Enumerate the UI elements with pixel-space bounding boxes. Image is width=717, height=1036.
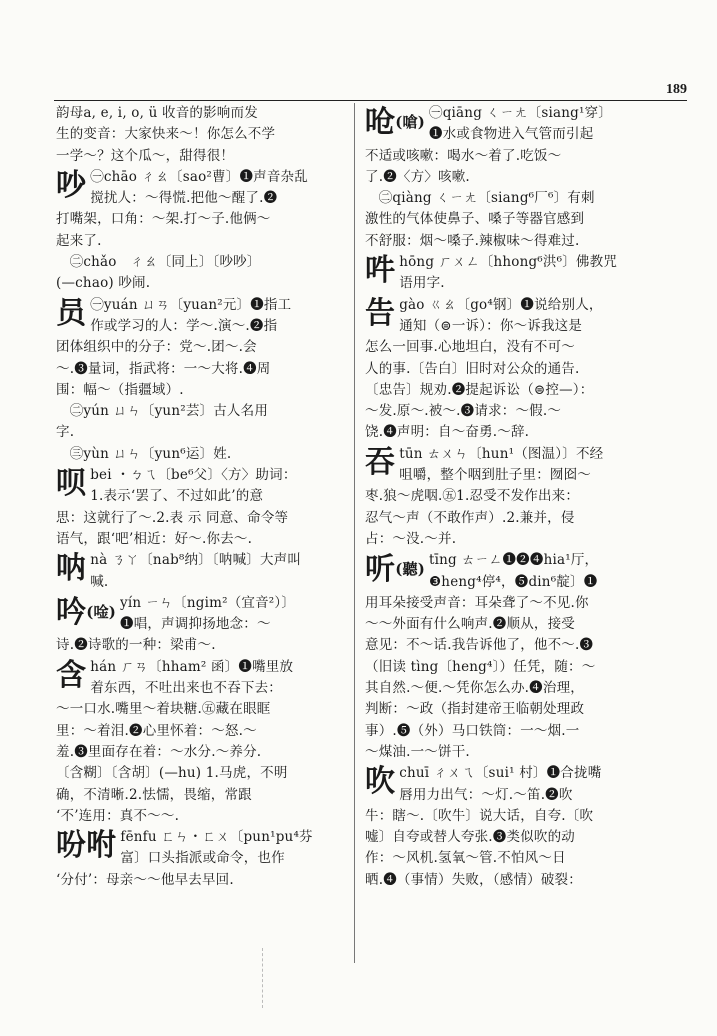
headword: 吟(唫) [56, 594, 116, 630]
text-line: 作或学习的人：学～.演～.❷指 [90, 317, 278, 334]
entry-na [56, 550, 346, 593]
text-line: 不适或咳嗽：喝水～着了.吃饭～ [365, 147, 562, 164]
headword: 吽 [365, 253, 396, 289]
headword: 告 [365, 295, 396, 331]
text-line: ～～外面有什么响声.❷顺从，接受 [365, 616, 575, 633]
entry-qiang [365, 103, 685, 252]
text-line: ‘不’连用：真不～～. [56, 807, 180, 824]
text-line: 一学～？这个瓜～，甜得很！ [56, 147, 235, 164]
text-line: ‘分付’：母亲～～他早去早回. [56, 871, 234, 888]
text-line: yín ㄧㄣ〔ngim²（宜音²）〕 [120, 594, 296, 611]
text-line: gào ㄍㄠ〔go⁴钢〕❶说给别人， [399, 296, 603, 313]
entry-tun [365, 444, 685, 550]
text-line: 打嘴架，口角：～架.打～子.他俩～ [56, 211, 271, 228]
text-line: 激性的气体使鼻子、嗓子等器官感到 [365, 211, 585, 228]
entry-gao [365, 295, 685, 444]
text-line: ～煤油.一～饼干. [365, 743, 470, 760]
text-line: ～.❸量词，指武将：一～大将.❹周 [56, 360, 271, 377]
text-line: 了.❷〈方〉咳嗽. [365, 168, 470, 185]
text-line: 枣.狼～虎咽.㊄1.忍受不发作出来： [365, 488, 580, 505]
text-line: ❶唱，声调抑扬地念：～ [120, 616, 271, 633]
text-line: tīng ㄊㄧㄥ❶❷❹hia¹厅， [429, 552, 599, 569]
text-line: ㊂yùn ㄩㄣ〔yun⁶运〕姓. [56, 445, 232, 462]
text-line: 事）.❺（外）马口铁筒：一～烟.一 [365, 722, 580, 739]
right-column [365, 103, 685, 891]
text-line: 喊. [90, 573, 109, 590]
entry-bei [56, 465, 346, 550]
text-line: ㊁chǎo ㄔㄠ〔同上〕〔吵吵〕 [56, 254, 261, 271]
text-line: 用耳朵接受声音：耳朵聋了～不见.你 [365, 594, 589, 611]
entry-chui [365, 763, 685, 891]
headword: 吞 [365, 444, 396, 480]
text-line: tūn ㄊㄨㄣ〔hun¹（图温）〕不经 [399, 445, 604, 462]
scan-artifact [262, 948, 273, 1008]
text-line: 围：幅～（指疆域）. [56, 381, 184, 398]
text-line: 唇用力出气：～灯.～笛.❷吹 [399, 786, 573, 803]
text-line: 怎么一回事.心地坦白，没有不可～ [365, 339, 575, 356]
text-line: ㊀chāo ㄔㄠ〔sao²曹〕❶声音杂乱 [90, 168, 308, 185]
entry-ting [365, 550, 685, 763]
variant-form: (唫) [86, 602, 116, 621]
text-line: （旧读 tìng〔heng⁴〕）任凭，随：～ [365, 658, 596, 675]
text-line: 1.表示‘罢了、不过如此’的意 [90, 488, 264, 505]
text-line: chuī ㄔㄨㄟ〔sui¹ 村〕❶合拢嘴 [399, 765, 602, 782]
text-line: 里：～着泪.❷心里怀着：～怒.～ [56, 722, 257, 739]
headword: 员 [56, 295, 87, 331]
text-line: 语用字. [399, 275, 445, 292]
entry-chao [56, 167, 346, 295]
text-line: 着东西，不吐出来也不吞下去： [90, 680, 283, 697]
entry-yin [56, 593, 346, 657]
entry-han [56, 657, 346, 827]
headword: 吩咐 [56, 828, 117, 864]
entry-hong [365, 252, 685, 295]
page-number: 189 [666, 82, 687, 97]
text-line: 占：～没.～并. [365, 530, 457, 547]
headword: 呛(嗆) [365, 105, 425, 140]
headword: 听(聽) [365, 552, 425, 588]
text-line: 确，不清晰.2.怯懦，畏缩，常跟 [56, 786, 252, 803]
text-line: hōng ㄏㄨㄥ〔hhong⁶洪⁶〕佛教咒 [399, 254, 618, 271]
text-line: 〔含糊〕〔含胡〕(—hu) 1.马虎，不明 [56, 765, 288, 782]
text-line: 羞.❸里面存在着：～水分.～养分. [56, 743, 262, 760]
text-line: ㊀qiāng ㄑㄧㄤ〔siang¹穿〕 [429, 105, 612, 121]
text-line: 生的变音：大家快来～！你怎么不学 [56, 126, 276, 143]
text-line: 通知（⊜一诉）：你～诉我这是 [399, 317, 583, 334]
text-line: ㊁yún ㄩㄣ〔yun²芸〕古人名用 [56, 403, 269, 420]
variant-form: (聽) [395, 560, 425, 579]
column-divider [354, 103, 355, 963]
text-line: 咀嚼，整个咽到肚子里：囫囵～ [399, 467, 592, 484]
headword: 呗 [56, 466, 87, 502]
text-line: ㊁qiàng ㄑㄧㄤ〔siang⁶厂⁶〕有刺 [365, 190, 595, 207]
header-rule [54, 100, 687, 101]
text-line: 忍气～声（不敢作声）.2.兼并，侵 [365, 509, 575, 526]
text-line: bei ・ㄅㄟ〔be⁶父〕〈方〉助词： [90, 467, 297, 484]
text-line: 饶.❹声明：自～奋勇.～辞. [365, 424, 530, 441]
text-line: 团体组织中的分子：党～.团～.会 [56, 339, 257, 356]
text-line: 作：～风机.氢氧～管.不怕风～日 [365, 850, 566, 867]
text-line: ～发.原～.被～.❸请求：～假.～ [365, 403, 562, 420]
text-line: hán ㄏㄢ〔hham² 函〕❶嘴里放 [90, 658, 294, 675]
headword: 呐 [56, 551, 87, 587]
text-line: 搅扰人：～得慌.把他～醒了.❷ [90, 190, 278, 207]
text-line: 嘘〕自夸或替人夸张.❸类似吹的动 [365, 829, 575, 846]
text-line: 意见：不～话.我告诉他了，他不～.❸ [365, 637, 594, 654]
text-line: ～一口水.嘴里～着块糖.㊄藏在眼眶 [56, 701, 271, 718]
continuation-text [56, 103, 346, 167]
text-line: ㊀yuán ㄩㄢ〔yuan²元〕❶指工 [90, 296, 292, 313]
text-line: 字. [56, 424, 75, 441]
text-line: 其自然.～便.～凭你怎么办.❹治理， [365, 680, 584, 697]
text-line: 语气，跟‘吧’相近：好～.你去～. [56, 530, 253, 547]
text-line: fēnfu ㄈㄣ・ㄈㄨ〔pun¹pu⁴芬 [120, 829, 313, 846]
text-line: 〔忠告〕规劝.❷提起诉讼（⊜控—）： [365, 381, 594, 398]
text-line: 牛：瞎～.〔吹牛〕说大话，自夸.〔吹 [365, 807, 594, 824]
text-line: 富〕口头指派或命令，也作 [120, 850, 285, 867]
headword: 吹 [365, 764, 396, 800]
variant-form: (嗆) [395, 113, 425, 131]
text-line: 诗.❷诗歌的一种：梁甫～. [56, 637, 216, 654]
entry-yuan [56, 295, 346, 465]
text-line: ❸heng⁴停⁴，❺din⁶靛〕❶ [429, 573, 598, 590]
text-line: 思：这就行了～.2.表 示 同意、命令等 [56, 509, 289, 526]
text-line: 人的事.〔告白〕旧时对公众的通告. [365, 360, 580, 377]
text-line: nà ㄋㄚ〔nab⁸纳〕〔呐喊〕大声叫 [90, 552, 302, 569]
text-line: 起来了. [56, 232, 102, 249]
text-line: (—chao) 吵闹. [56, 275, 151, 292]
text-line: 判断：～政（指封建帝王临朝处理政 [365, 701, 585, 718]
left-column [56, 103, 346, 891]
text-line: 晒.❹（事情）失败，（感情）破裂： [365, 871, 582, 888]
text-line: ❶水或食物进入气管而引起 [429, 126, 594, 143]
text-line: 不舒服：烟～嗓子.辣椒味～得难过. [365, 232, 580, 249]
text-line: 韵母a, e, i, o, ü 收音的影响而发 [56, 105, 258, 121]
headword: 含 [56, 657, 87, 693]
entry-fenfu [56, 827, 346, 891]
headword: 吵 [56, 167, 87, 203]
